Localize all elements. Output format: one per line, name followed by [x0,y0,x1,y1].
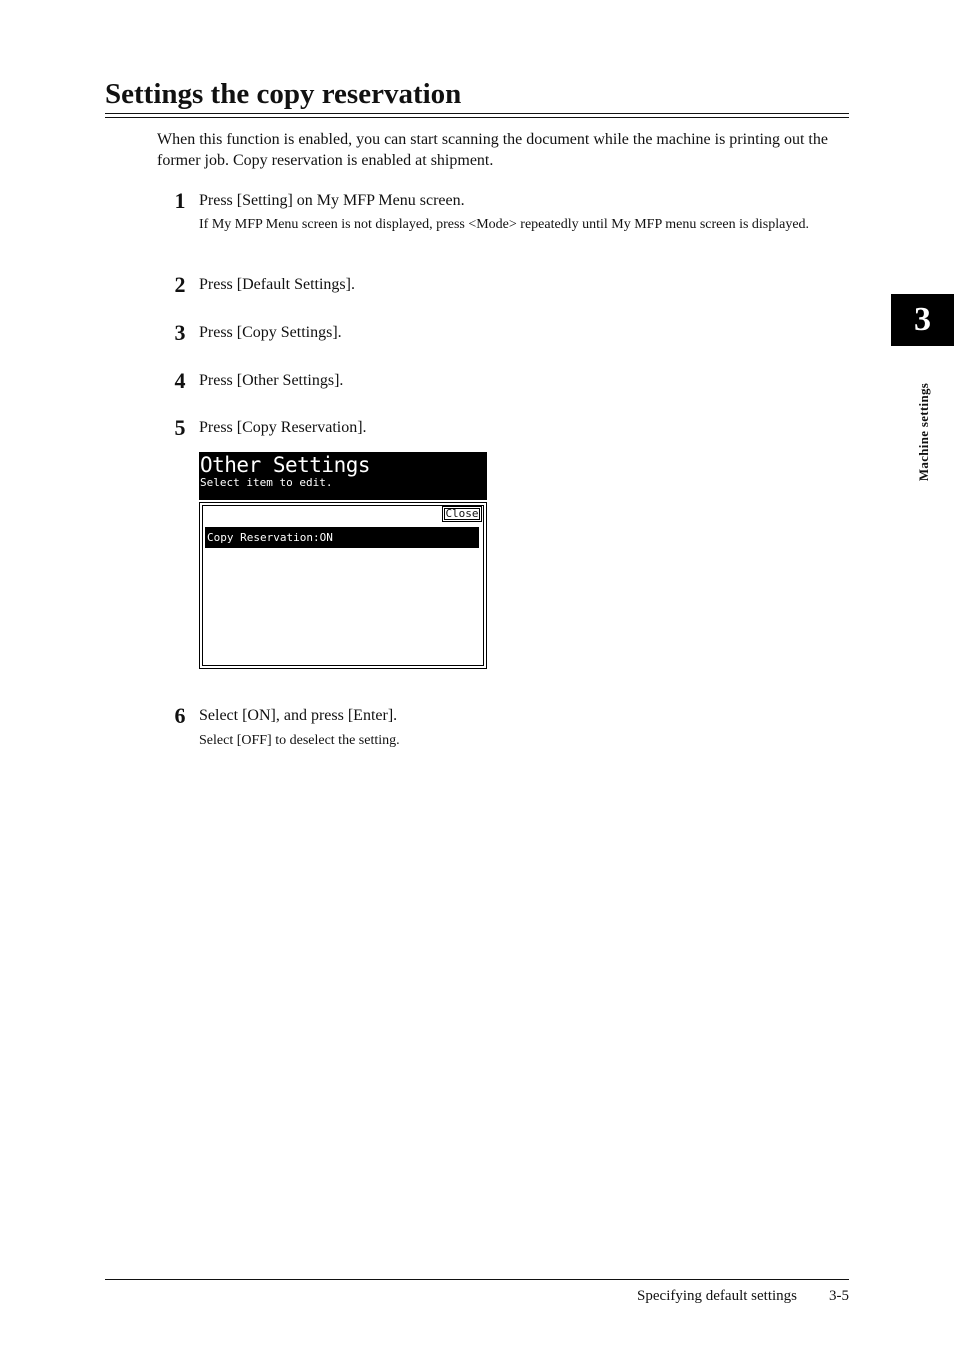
title-rule-top [105,113,849,114]
chapter-tab: 3 [891,294,954,346]
footer-section-title: Specifying default settings [637,1288,797,1304]
step-number: 5 [174,415,186,440]
footer-rule [105,1279,849,1280]
step-text: Press [Default Settings]. [199,276,355,293]
step-text: Press [Setting] on My MFP Menu screen. [199,192,465,209]
step-number: 6 [174,703,186,728]
lcd-subtitle: Select item to edit. [200,476,333,489]
title-rule-bottom [105,117,849,118]
lcd-header [199,452,487,500]
step-number: 4 [174,368,186,393]
copy-reservation-item[interactable]: Copy Reservation:ON [205,527,479,548]
step-number: 1 [174,188,186,213]
step-text: Press [Other Settings]. [199,372,344,389]
page-number: 3-5 [829,1288,849,1304]
step-text: Press [Copy Reservation]. [199,419,367,436]
close-button[interactable] [442,506,482,522]
page-title: Settings the copy reservation [105,78,462,110]
step-note: If My MFP Menu screen is not displayed, press <Mode> repeatedly until My MFP menu screen is displayed. [199,217,810,232]
chapter-side-label: Machine settings [916,382,931,482]
step-note: Select [OFF] to deselect the setting. [199,733,400,748]
lcd-screen [199,452,487,669]
step-text: Press [Copy Settings]. [199,324,342,341]
step-number: 2 [174,272,186,297]
lcd-title: Other Settings [200,453,371,477]
step-text: Select [ON], and press [Enter]. [199,707,398,724]
step-number: 3 [174,320,186,345]
lcd-panel [199,502,487,669]
close-button-label: Close [445,507,479,520]
intro-paragraph: When this function is enabled, you can start scanning the document while the machine is printing out the former job. Copy reservation is enabled at shipment. [157,131,828,169]
